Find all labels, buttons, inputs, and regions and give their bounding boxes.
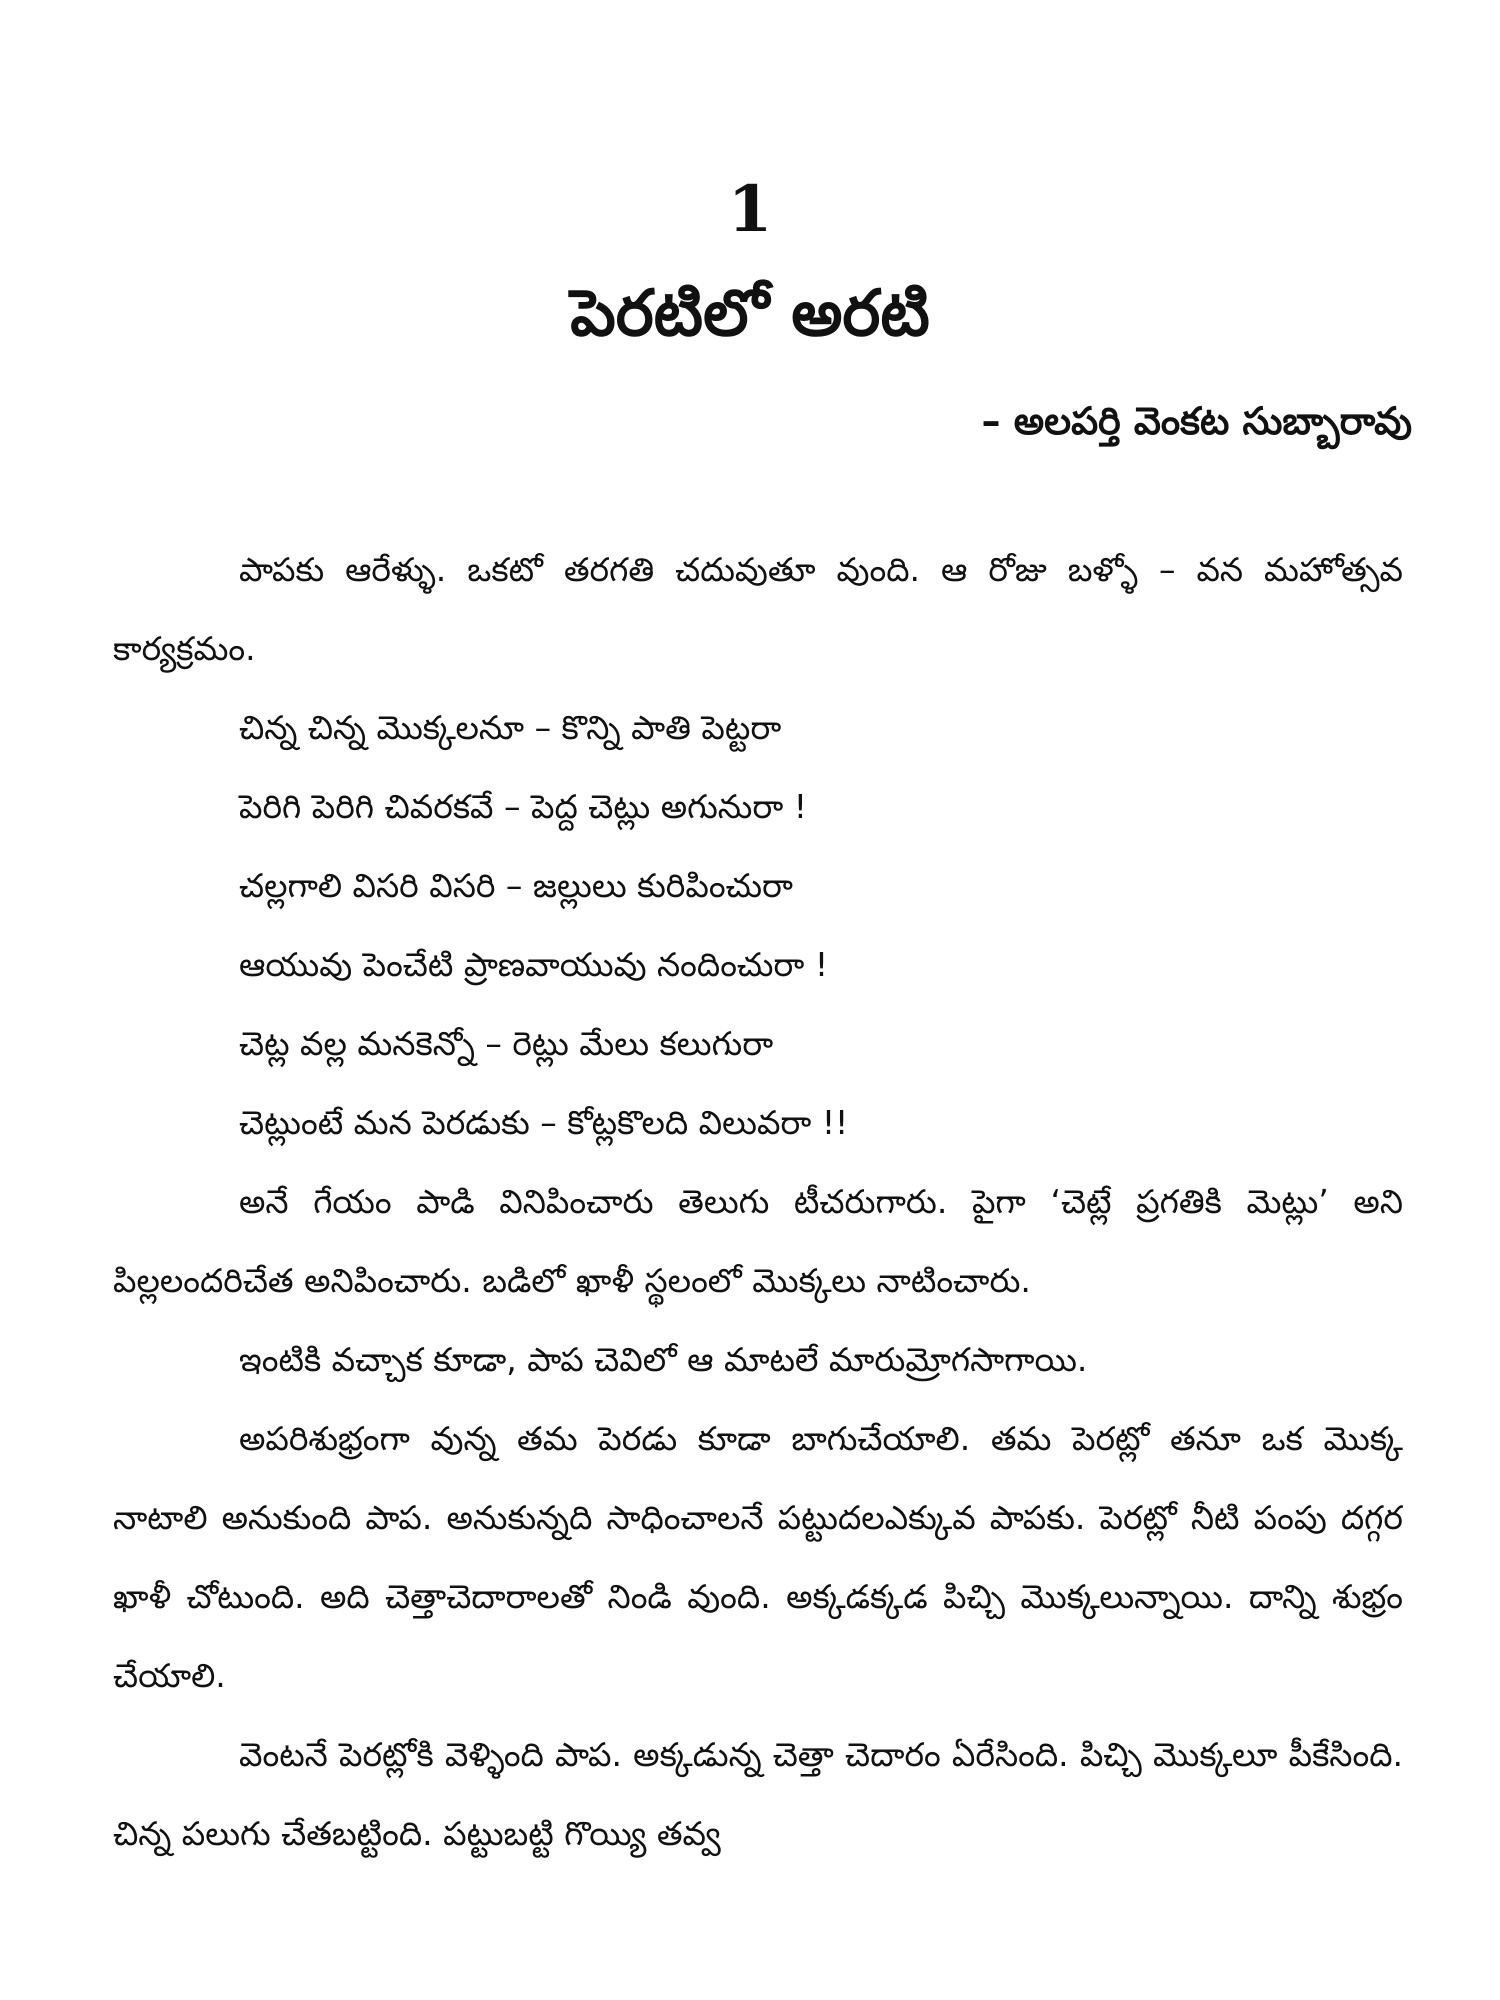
poem-line-3: చల్లగాలి విసరి విసరి – జల్లులు కురిపించురా [239,866,793,905]
paragraph-3: ఇంటికి వచ్చాక కూడా, పాప చెవిలో ఆ మాటలే మారుమ్రోగసాగాయి. [239,1340,1088,1379]
poem-line-5: చెట్ల వల్ల మనకెన్నో – రెట్లు మేలు కలుగురా [239,1024,774,1063]
paragraph-2: అనే గేయం పాడి వినిపించారు తెలుగు టీచరుగారు. పైగా ‘చెట్లే ప్రగతికి మెట్లు’ అని పిల్లలందరిచేత అనిపించారు. బడిలో ఖాళీ స్థలంలో మొక్కలు నాటించారు. [113,1182,1403,1300]
paragraph-5: వెంటనే పెరట్లోకి వెళ్ళింది పాప. అక్కడున్న చెత్తా చెదారం ఏరేసింది. పిచ్చి మొక్కలూ పీకేసింది. చిన్న పలుగు చేతబట్టింది. పట్టుబట్టి గొయ్యి తవ్వ [113,1735,1403,1853]
poem-line-1: చిన్న చిన్న మొక్కలనూ – కొన్ని పాతి పెట్టరా [239,708,782,747]
chapter-body [113,530,1403,1873]
poem-line-2: పెరిగి పెరిగి చివరకవే – పెద్ద చెట్లు అగునురా ! [239,787,807,826]
poem-line-6: చెట్లుంటే మన పెరడుకు – కోట్లకొలది విలువరా !! [239,1103,849,1142]
paragraph-1: పాపకు ఆరేళ్ళు. ఒకటో తరగతి చదువుతూ వుంది. ఆ రోజు బళ్ళో – వన మహోత్సవ కార్యక్రమం. [113,550,1403,668]
poem [113,688,1403,1162]
chapter-number: 1 [727,172,773,247]
chapter-title: పెరటిలో అరటి [570,277,930,351]
author-byline: – అలపర్తి వెంకట సుబ్బారావు [981,399,1412,443]
poem-line-4: ఆయువు పెంచేటి ప్రాణవాయువు నందించురా ! [239,945,829,984]
paragraph-4: అపరిశుభ్రంగా వున్న తమ పెరడు కూడా బాగుచేయాలి. తమ పెరట్లో తనూ ఒక మొక్క నాటాలి అనుకుంది పాప. అనుకున్నది సాధించాలనే పట్టుదలఎక్కువ పాపకు. పెరట్లో నీటి పంపు దగ్గర ఖాళీ చోటుంది. అది చెత్తాచెదారాలతో నిండి వుంది. అక్కడక్కడ పిచ్చి మొక్కలున్నాయి. దాన్ని శుభ్రం చేయాలి. [113,1419,1403,1695]
